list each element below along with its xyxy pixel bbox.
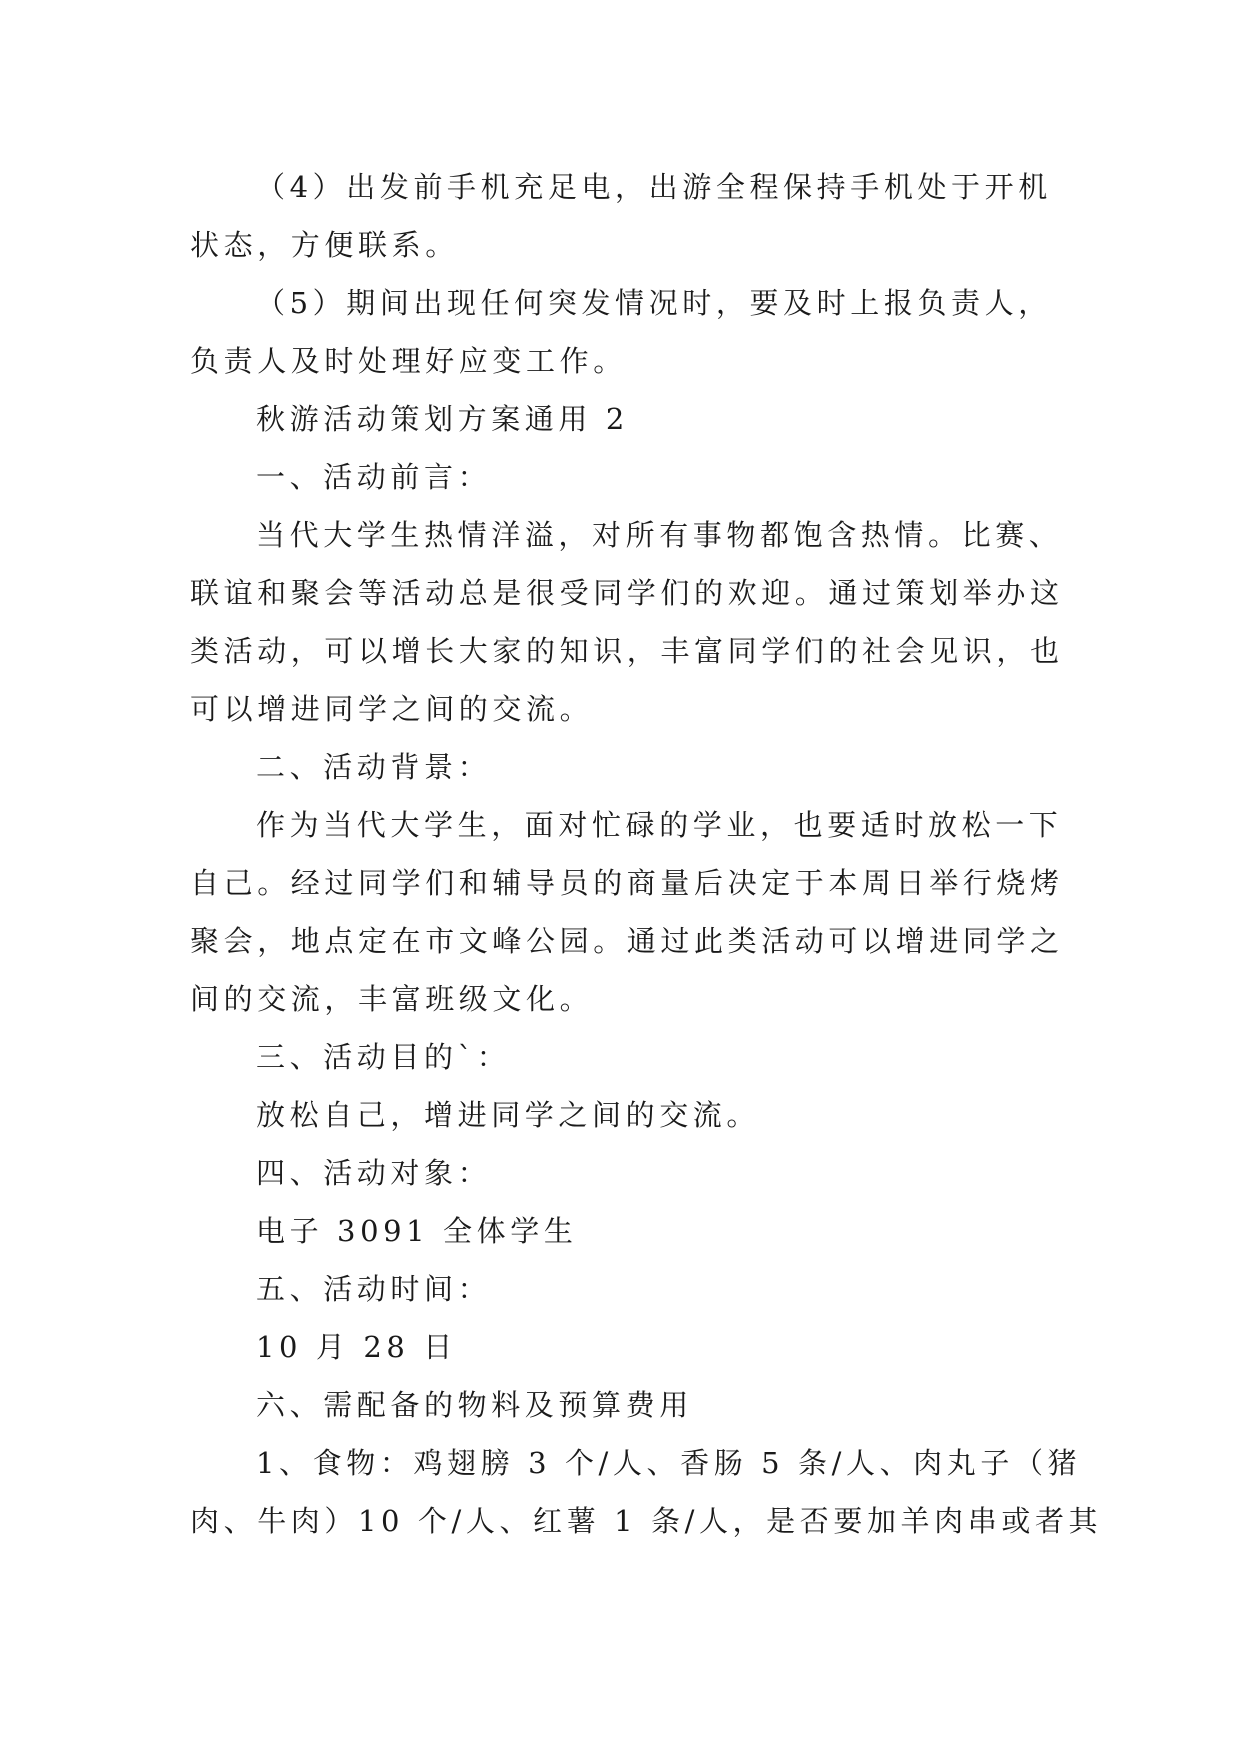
paragraph-line: 状态，方便联系。 — [190, 228, 459, 262]
section-heading: 四、活动对象： — [256, 1156, 492, 1190]
paragraph-line: 联谊和聚会等活动总是很受同学们的欢迎。通过策划举办这 — [190, 576, 1064, 610]
document-body — [190, 158, 1103, 1550]
paragraph-line: 间的交流，丰富班级文化。 — [190, 982, 594, 1016]
section-heading: 三、活动目的`： — [256, 1040, 511, 1074]
section-heading: 二、活动背景： — [256, 750, 492, 784]
paragraph-line: 聚会，地点定在市文峰公园。通过此类活动可以增进同学之 — [190, 924, 1064, 958]
section-title: 秋游活动策划方案通用 2 — [256, 402, 629, 436]
paragraph-line: （5）期间出现任何突发情况时，要及时上报负责人， — [256, 286, 1052, 320]
paragraph-line: 电子 3091 全体学生 — [256, 1214, 578, 1248]
paragraph-line: 当代大学生热情洋溢，对所有事物都饱含热情。比赛、 — [256, 518, 1063, 552]
paragraph-line: （4）出发前手机充足电，出游全程保持手机处于开机 — [256, 170, 1052, 204]
paragraph-line: 放松自己，增进同学之间的交流。 — [256, 1098, 761, 1132]
section-heading: 五、活动时间： — [256, 1272, 492, 1306]
section-heading: 一、活动前言： — [256, 460, 492, 494]
paragraph-line: 负责人及时处理好应变工作。 — [190, 344, 627, 378]
section-heading: 六、需配备的物料及预算费用 — [256, 1388, 693, 1422]
paragraph-line: 1、食物：鸡翅膀 3 个/人、香肠 5 条/人、肉丸子（猪 — [256, 1446, 1082, 1480]
paragraph-line: 可以增进同学之间的交流。 — [190, 692, 594, 726]
paragraph-line: 肉、牛肉）10 个/人、红薯 1 条/人，是否要加羊肉串或者其 — [190, 1504, 1103, 1538]
paragraph-line: 10 月 28 日 — [256, 1330, 457, 1364]
paragraph-line: 自己。经过同学们和辅导员的商量后决定于本周日举行烧烤 — [190, 866, 1064, 900]
paragraph-line: 类活动，可以增长大家的知识，丰富同学们的社会见识，也 — [190, 634, 1064, 668]
paragraph-line: 作为当代大学生，面对忙碌的学业，也要适时放松一下 — [256, 808, 1063, 842]
